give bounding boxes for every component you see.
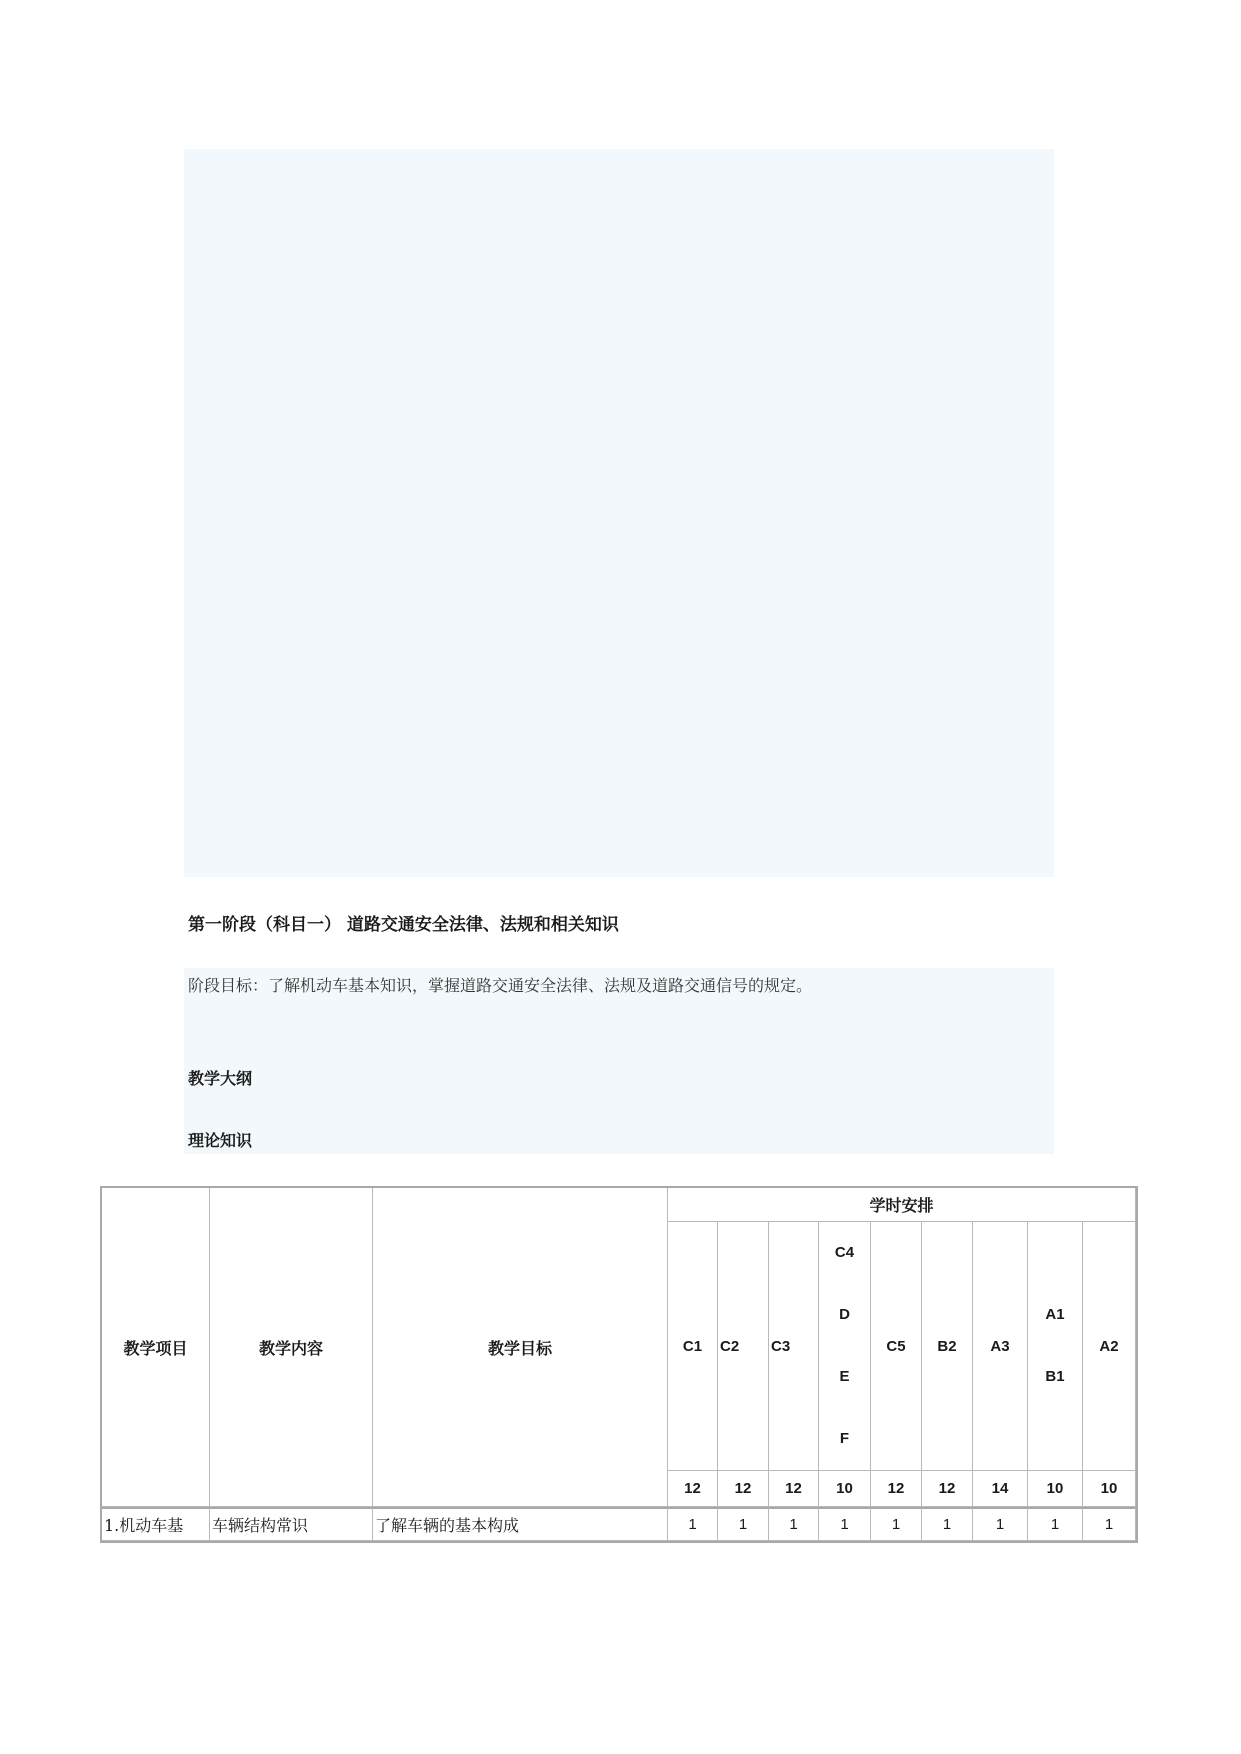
header-teaching-content: 教学内容 [210, 1188, 373, 1507]
license-class-a2 [1083, 1222, 1136, 1471]
license-class-a3 [973, 1222, 1028, 1471]
total-hours-cell: 10 [1028, 1471, 1083, 1507]
license-class-c1 [668, 1222, 718, 1471]
row-hours-cell: 1 [1028, 1507, 1083, 1541]
section-title-syllabus: 教学大纲 [188, 1069, 253, 1088]
license-class-c5 [871, 1222, 922, 1471]
row-hours-cell: 1 [1083, 1507, 1136, 1541]
license-class-label: A2 [1099, 1337, 1119, 1355]
license-class-label: B2 [937, 1337, 957, 1355]
row-content-cell: 车辆结构常识 [210, 1507, 373, 1541]
total-hours-cell: 12 [769, 1471, 819, 1507]
license-class-label: B1 [1045, 1368, 1065, 1385]
license-class-label: E [839, 1368, 850, 1385]
total-hours-cell: 12 [922, 1471, 973, 1507]
total-hours-cell: 12 [871, 1471, 922, 1507]
license-class-label: C3 [771, 1337, 791, 1355]
stage-heading: 第一阶段（科目一） 道路交通安全法律、法规和相关知识 [188, 915, 619, 935]
total-hours-cell: 10 [819, 1471, 871, 1507]
stage-goal-text: 阶段目标：了解机动车基本知识，掌握道路交通安全法律、法规及道路交通信号的规定。 [188, 976, 813, 995]
total-hours-cell: 12 [718, 1471, 769, 1507]
row-hours-cell: 1 [922, 1507, 973, 1541]
license-class-label: D [839, 1306, 850, 1323]
total-hours-cell: 12 [668, 1471, 718, 1507]
row-objective-cell: 了解车辆的基本构成 [373, 1507, 668, 1541]
license-class-c4-d-e-f [819, 1222, 871, 1471]
license-class-label: C5 [886, 1337, 906, 1355]
row-hours-cell: 1 [718, 1507, 769, 1541]
row-hours-cell: 1 [819, 1507, 871, 1541]
license-class-label: C1 [682, 1337, 703, 1355]
total-hours-cell: 10 [1083, 1471, 1136, 1507]
header-teaching-objective: 教学目标 [373, 1188, 668, 1507]
header-hours-schedule: 学时安排 [668, 1188, 1136, 1222]
license-class-c3 [769, 1222, 819, 1471]
header-teaching-project: 教学项目 [102, 1188, 210, 1507]
image-placeholder-area [184, 149, 1054, 877]
license-class-label: C2 [720, 1337, 740, 1355]
syllabus-table [100, 1186, 1138, 1543]
license-class-label: F [839, 1430, 850, 1447]
total-hours-cell: 14 [973, 1471, 1028, 1507]
row-hours-cell: 1 [769, 1507, 819, 1541]
row-hours-cell: 1 [668, 1507, 718, 1541]
license-class-a1-b1 [1028, 1222, 1083, 1471]
license-class-label: A3 [990, 1337, 1010, 1355]
table-row [102, 1507, 1136, 1541]
license-class-label: A1 [1045, 1306, 1065, 1323]
license-class-c2 [718, 1222, 769, 1471]
section-title-theory: 理论知识 [188, 1131, 253, 1150]
row-hours-cell: 1 [871, 1507, 922, 1541]
license-class-label: C4 [834, 1244, 855, 1261]
row-project-cell: 1.机动车基 [102, 1507, 210, 1541]
row-hours-cell: 1 [973, 1507, 1028, 1541]
license-class-b2 [922, 1222, 973, 1471]
